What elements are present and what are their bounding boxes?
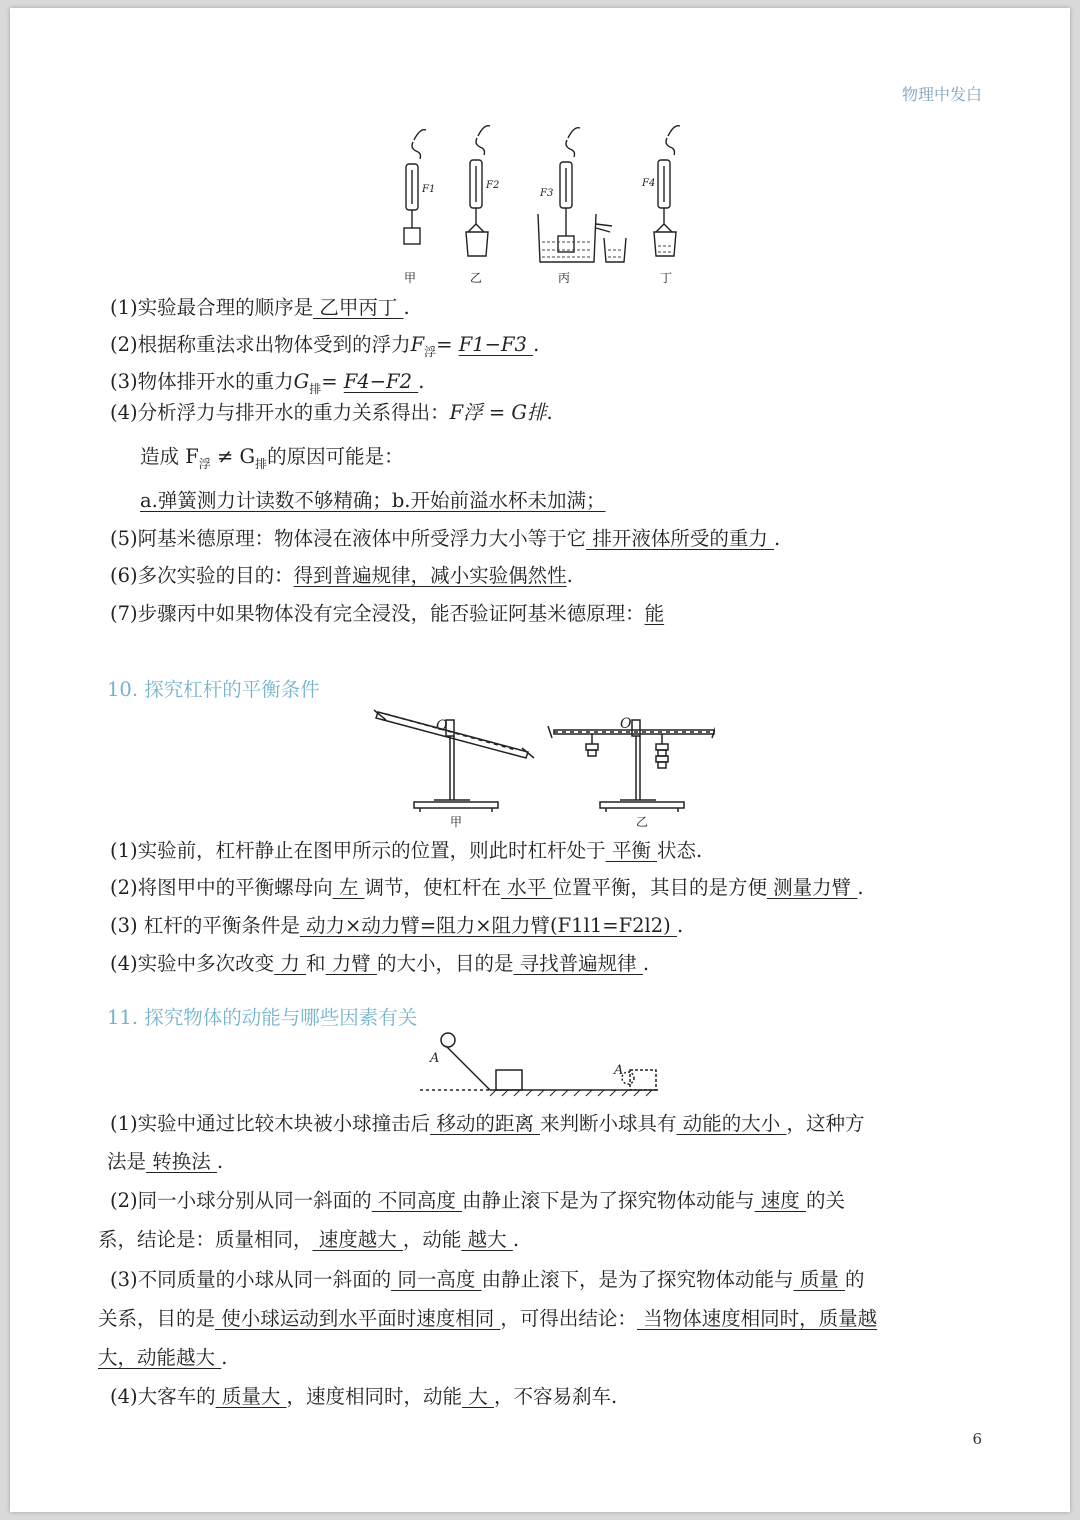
answer-blank: 动能的大小 [676, 1112, 787, 1135]
sec11-line-3: (2)同一小球分别从同一斜面的 不同高度 由静止滚下是为了探究物体动能与 速度 的关 [110, 1189, 845, 1212]
fig-label-ding: 丁 [660, 271, 673, 285]
sec11-line-5: (3)不同质量的小球从同一斜面的 同一高度 由静止滚下，是为了探究物体动能与 质量 的 [110, 1268, 865, 1291]
answer-blank: 乙甲丙丁 [313, 296, 404, 319]
answer-blank: 排开液体所受的重力 [586, 527, 775, 550]
sec10-line-4: (4)实验中多次改变 力 和 力臂 的大小，目的是 寻找普遍规律 . [110, 952, 650, 975]
page-number: 6 [972, 1430, 982, 1448]
answer-blank: 当物体速度相同时，质量越 [636, 1307, 878, 1330]
sec11-line-2: 法是 转换法 . [107, 1150, 224, 1173]
sec11-line-1: (1)实验中通过比较木块被小球撞击后 移动的距离 来判断小球具有 动能的大小 ，这种方 [110, 1112, 865, 1135]
sec11-line-8: (4)大客车的 质量大 ，速度相同时，动能 大 ，不容易刹车. [110, 1385, 618, 1408]
sec10-line-3: (3) 杠杆的平衡条件是 动力×动力臂=阻力×阻力臂(F1l1=F2l2) . [110, 914, 684, 937]
answer-blank: 速度 [754, 1189, 806, 1212]
force-label-f2: F2 [486, 180, 500, 191]
answer-blank: 力 [274, 952, 307, 975]
q9-line-7: (5)阿基米德原理：物体浸在液体中所受浮力大小等于它 排开液体所受的重力 . [110, 527, 781, 550]
answer-blank: 得到普遍规律，减小实验偶然性 [293, 564, 567, 587]
q9-line-5: 造成 $F_浮 \ne G_排$的原因可能是： [140, 445, 404, 471]
sec10-line-1: (1)实验前，杠杆静止在图甲所示的位置，则此时杠杆处于 平衡 状态. [110, 839, 703, 862]
answer-blank: 大 [462, 1385, 494, 1408]
sec11-line-4: 系，结论是：质量相同， 速度越大 ，动能 越大 . [98, 1228, 520, 1251]
answer-blank: 速度越大 [312, 1228, 403, 1251]
q9-line-1: (1)实验最合理的顺序是 乙甲丙丁 . [110, 296, 410, 319]
answer-blank: 测量力臂 [766, 876, 858, 899]
answer-blank: 移动的距离 [430, 1112, 541, 1135]
answer-blank: 水平 [501, 876, 553, 899]
answer-blank: 能 [644, 602, 665, 625]
page-header: 物理中发白 [901, 85, 982, 104]
answer-blank: 寻找普遍规律 [513, 952, 643, 975]
page [10, 8, 1070, 1512]
pivot-label-b: O [620, 716, 632, 732]
q9-line-6 [140, 488, 606, 514]
force-label-f1: F1 [422, 184, 436, 195]
answer-blank: 质量 [793, 1268, 845, 1291]
sec11-line-7: 大，动能越大 . [98, 1346, 228, 1369]
answer-blank: 转换法 [146, 1150, 217, 1173]
answer-formula: F浮 = G排 [449, 401, 547, 424]
answer-blank: 力臂 [325, 952, 377, 975]
answer-blank: 同一高度 [391, 1268, 482, 1291]
force-label-f4: F4 [642, 178, 656, 189]
fig-label-bing: 丙 [558, 271, 571, 285]
fig-label-yi: 乙 [470, 271, 483, 285]
q9-line-2: (2)根据称重法求出物体受到的浮力$F_浮= F1-F3$ . [110, 333, 540, 359]
answer-blank: a.弹簧测力计读数不够精确；b.开始前溢水杯未加满； [140, 489, 606, 512]
answer-blank: F1−F3 [458, 333, 534, 356]
answer-blank: F4−F2 [343, 370, 419, 393]
answer-blank: 左 [332, 876, 365, 899]
answer-blank: 动力×动力臂=阻力×阻力臂(F1l1=F2l2) [299, 914, 677, 937]
answer-blank: 不同高度 [371, 1189, 463, 1212]
q9-line-8: (6)多次实验的目的：得到普遍规律，减小实验偶然性. [110, 564, 573, 587]
lever-figure [370, 702, 715, 830]
sec11-line-6: 关系，目的是 使小球运动到水平面时速度相同 ，可得出结论： 当物体速度相同时，质量越 [98, 1307, 878, 1330]
answer-blank: 大，动能越大 [98, 1346, 222, 1369]
ball-label-a2: A [614, 1063, 624, 1078]
force-label-f3: F3 [540, 188, 554, 199]
answer-blank: 使小球运动到水平面时速度相同 [215, 1307, 501, 1330]
answer-blank: 越大 [461, 1228, 513, 1251]
q9-line-9: (7)步骤丙中如果物体没有完全浸没，能否验证阿基米德原理：能 [110, 602, 665, 625]
section-11-title: 11. 探究物体的动能与哪些因素有关 [107, 1006, 418, 1029]
q9-line-3: (3)物体排开水的重力$G_排= F4-F2$ . [110, 370, 425, 396]
ball-label-a: A [430, 1051, 440, 1066]
answer-blank: 平衡 [605, 839, 658, 862]
fig-label-jia: 甲 [404, 271, 417, 285]
sec10-line-2: (2)将图甲中的平衡螺母向 左 调节，使杠杆在 水平 位置平衡，其目的是方便 测量力臂 . [110, 876, 864, 899]
fig-label-yi: 乙 [636, 815, 649, 829]
pivot-label-a: O [436, 718, 448, 734]
fig-label-jia: 甲 [450, 815, 463, 829]
archimedes-figure [390, 120, 690, 285]
kinetic-figure [418, 1026, 668, 1098]
section-10-title: 10. 探究杠杆的平衡条件 [107, 678, 320, 701]
q9-line-4: (4)分析浮力与排开水的重力关系得出：F浮 = G排. [110, 401, 553, 424]
answer-blank: 质量大 [215, 1385, 287, 1408]
